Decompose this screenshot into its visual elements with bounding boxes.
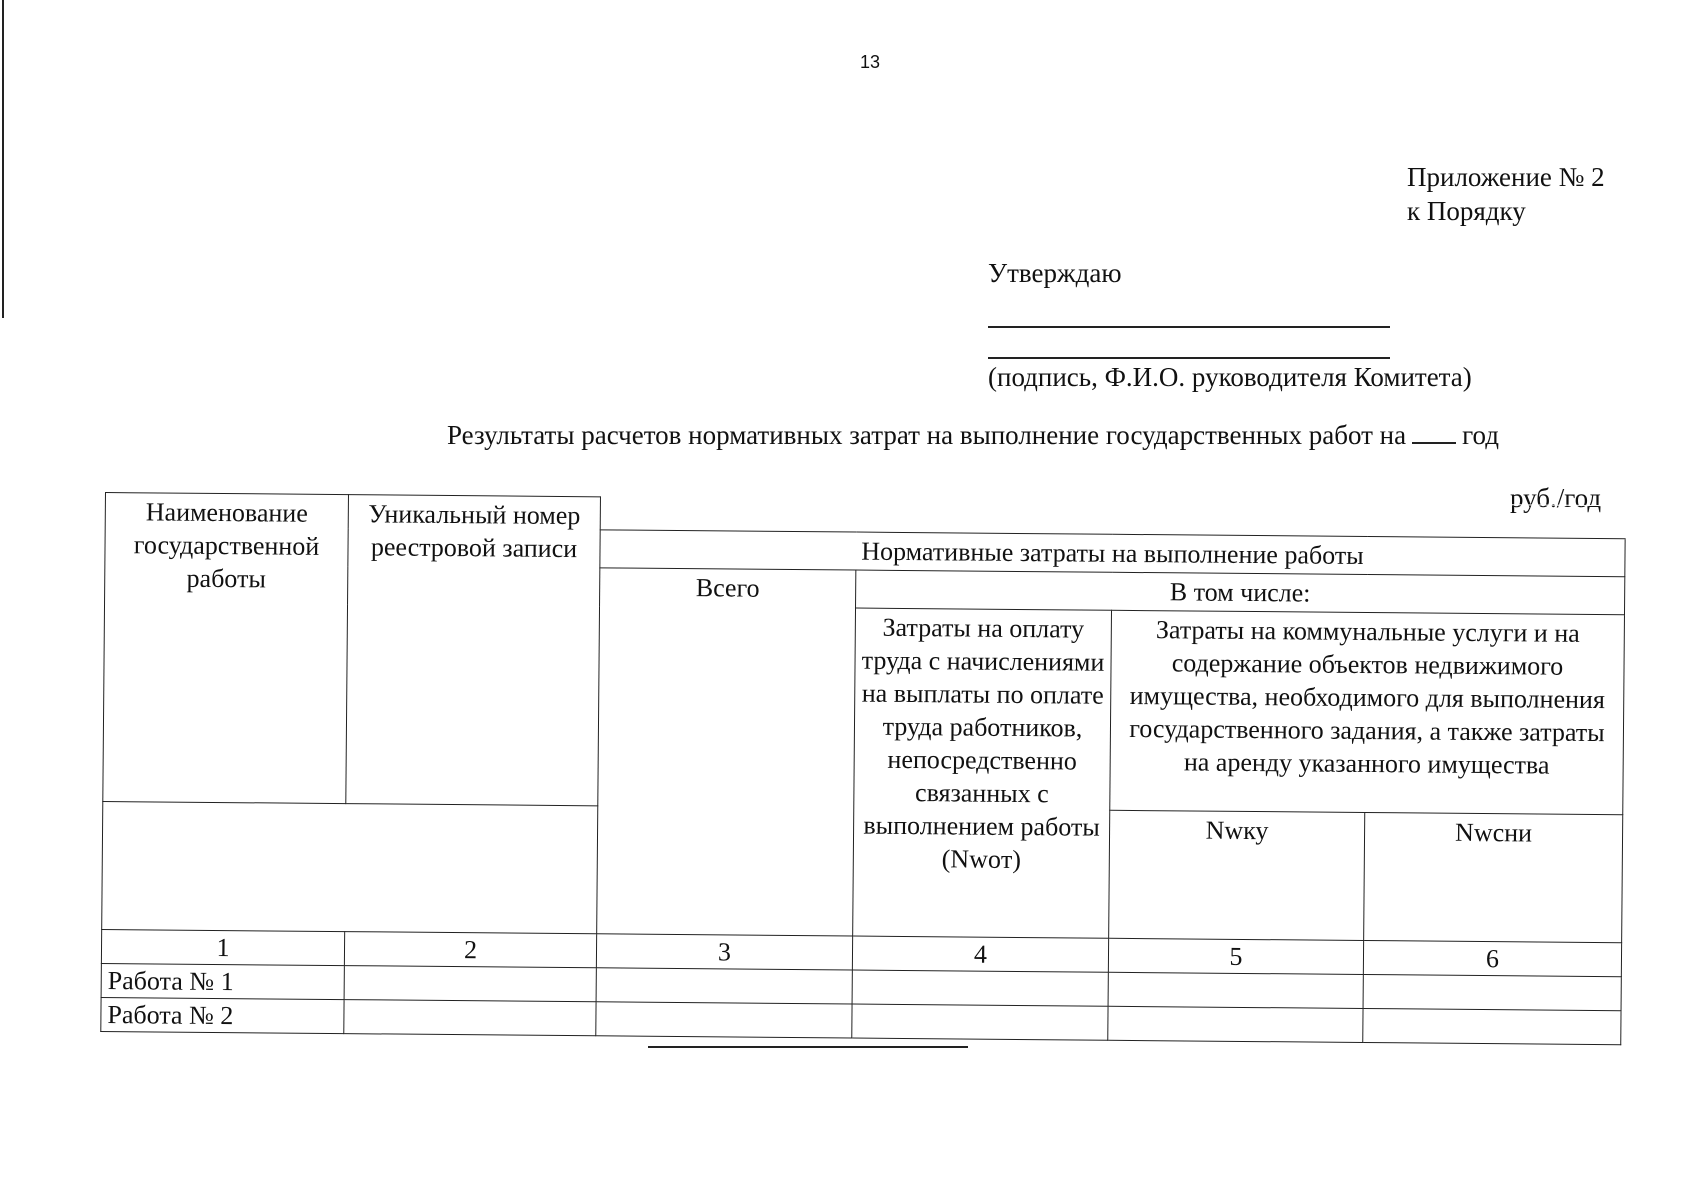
costs-table-wrapper [100,492,1626,1045]
column-number-1: 1 [101,929,344,965]
header-labor-costs: Затраты на оплату труда с начислениями на выплаты по оплате труда работников, непосредственно связанных с выполнением работы (Nwoт) [853,608,1112,938]
column-number-3: 3 [596,934,852,970]
page-number: 13 [860,52,881,72]
header-name: Наименование государственной работы [103,493,349,804]
table-cell [1108,1006,1363,1042]
table-cell [1108,972,1363,1008]
table-cell [596,968,852,1004]
document-title [447,420,1499,451]
column-number-2: 2 [344,932,596,968]
header-utility-costs: Затраты на коммунальные услуги и на содержание объектов недвижимого имущества, необходимого для выполнения государственного задания, а также затраты на аренду указанного имущества [1110,610,1625,814]
page-edge-rule [2,0,4,318]
signature-line-2 [988,357,1390,359]
row-name: Работа № 2 [101,997,344,1033]
signature-caption: (подпись, Ф.И.О. руководителя Комитета) [988,362,1472,392]
table-cell [1363,1008,1621,1044]
column-number-4: 4 [852,936,1108,972]
header-registry-number: Уникальный номер реестровой записи [346,495,601,806]
header-total: Всего [597,568,856,936]
table-cell [344,966,596,1002]
table-cell [596,1002,852,1038]
header-left-blank [102,801,598,933]
year-blank [1412,420,1456,444]
document-title-text: Результаты расчетов нормативных затрат на выполнение государственных работ на [447,420,1407,450]
appendix-reference [1407,160,1605,228]
units-label: руб./год [1510,483,1602,513]
table-cell [852,970,1108,1006]
row-name: Работа № 1 [101,963,344,999]
closing-rule [648,1046,968,1048]
appendix-line-1: Приложение № 2 [1407,162,1605,192]
header-normative-costs: Нормативные затраты на выполнение работы [600,530,1625,577]
table-cell [344,1000,596,1036]
table-cell [852,1004,1108,1040]
costs-table [100,492,1626,1045]
column-number-6: 6 [1363,941,1621,977]
signature-line-1 [988,326,1390,328]
table-cell [1363,974,1621,1010]
header-nwku: Nwку [1109,810,1365,940]
column-number-5: 5 [1108,938,1363,974]
header-nwsni: Nwсни [1364,813,1623,943]
document-title-suffix: год [1462,420,1499,450]
appendix-line-2: к Порядку [1407,196,1526,226]
header-including: В том числе: [856,570,1625,615]
approval-label: Утверждаю [988,258,1122,288]
